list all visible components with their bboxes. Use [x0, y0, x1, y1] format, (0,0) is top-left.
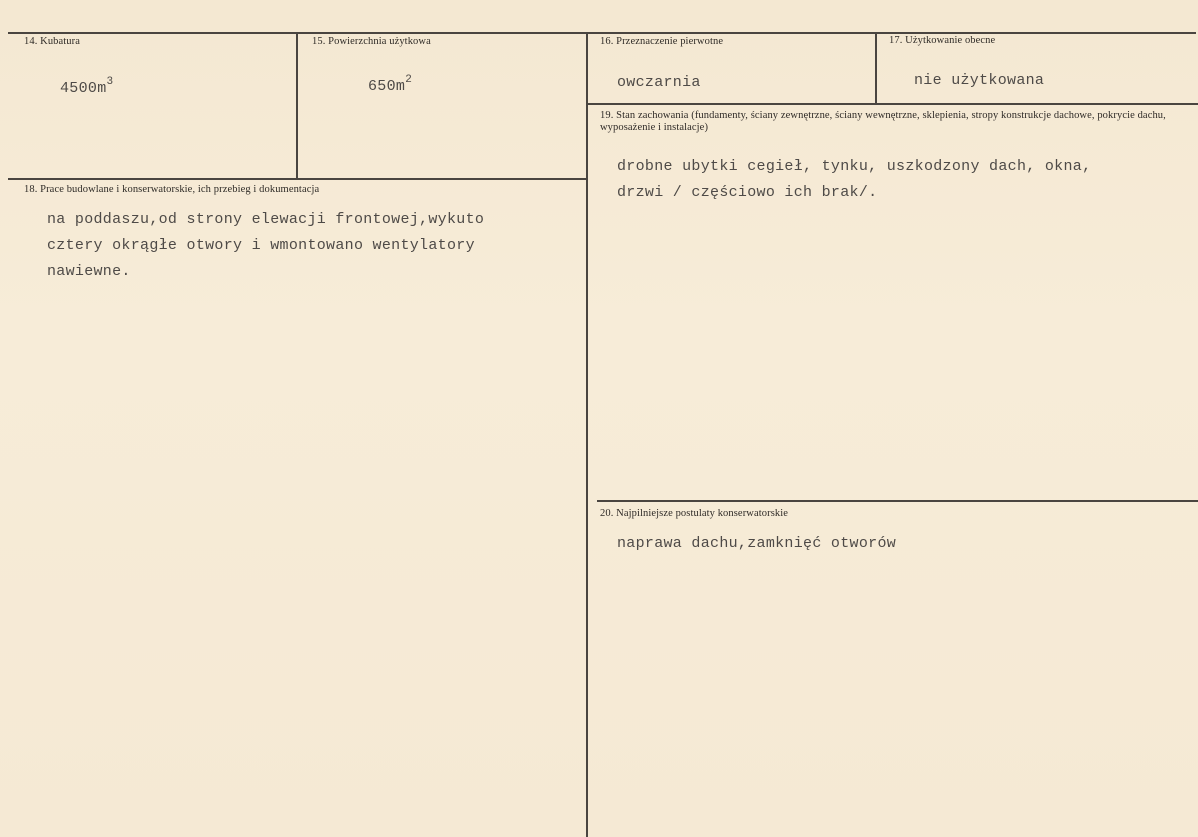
stan-line-1: drobne ubytki cegieł, tynku, uszkodzony dach, okna, — [617, 158, 1092, 175]
stan-label: 19. Stan zachowania (fundamenty, ściany zewnętrzne, ściany wewnętrzne, sklepienia, stropy konstrukcje dachowe, pokrycie dachu, wyposażenie i instalacje) — [600, 110, 1166, 133]
kubatura-exponent: 3 — [106, 76, 114, 88]
divider-16-17 — [875, 33, 877, 103]
stan-line-2: drzwi / częściowo ich brak/. — [617, 184, 878, 201]
divider-left-row — [8, 178, 586, 180]
kubatura-number: 4500m — [60, 80, 107, 97]
prace-line-1: na poddaszu,od strony elewacji frontowej,wykuto — [47, 211, 485, 228]
main-center-divider — [586, 33, 588, 837]
uzytkowanie-value: nie użytkowana — [914, 72, 1045, 89]
divider-right-row2 — [597, 500, 1198, 502]
prace-line-2: cztery okrągłe otwory i wmontowano wentylatory — [47, 237, 475, 254]
powierzchnia-exponent: 2 — [405, 74, 413, 86]
stan-text — [617, 154, 1091, 206]
postulaty-value: naprawa dachu,zamknięć otworów — [617, 535, 897, 552]
divider-right-row1 — [587, 103, 1198, 105]
prace-label: 18. Prace budowlane i konserwatorskie, ich przebieg i dokumentacja — [24, 184, 320, 195]
przeznaczenie-value: owczarnia — [617, 74, 701, 91]
powierzchnia-number: 650m — [368, 78, 406, 95]
prace-text — [47, 207, 484, 285]
divider-14-15 — [296, 33, 298, 178]
uzytkowanie-label: 17. Użytkowanie obecne — [889, 35, 996, 46]
prace-line-3: nawiewne. — [47, 263, 131, 280]
powierzchnia-label: 15. Powierzchnia użytkowa — [312, 36, 431, 47]
top-border — [8, 32, 1196, 34]
przeznaczenie-label: 16. Przeznaczenie pierwotne — [600, 36, 724, 47]
postulaty-label: 20. Najpilniejsze postulaty konserwatorskie — [600, 508, 789, 519]
kubatura-label: 14. Kubatura — [24, 36, 81, 47]
powierzchnia-value — [368, 76, 412, 95]
kubatura-value — [60, 78, 113, 97]
